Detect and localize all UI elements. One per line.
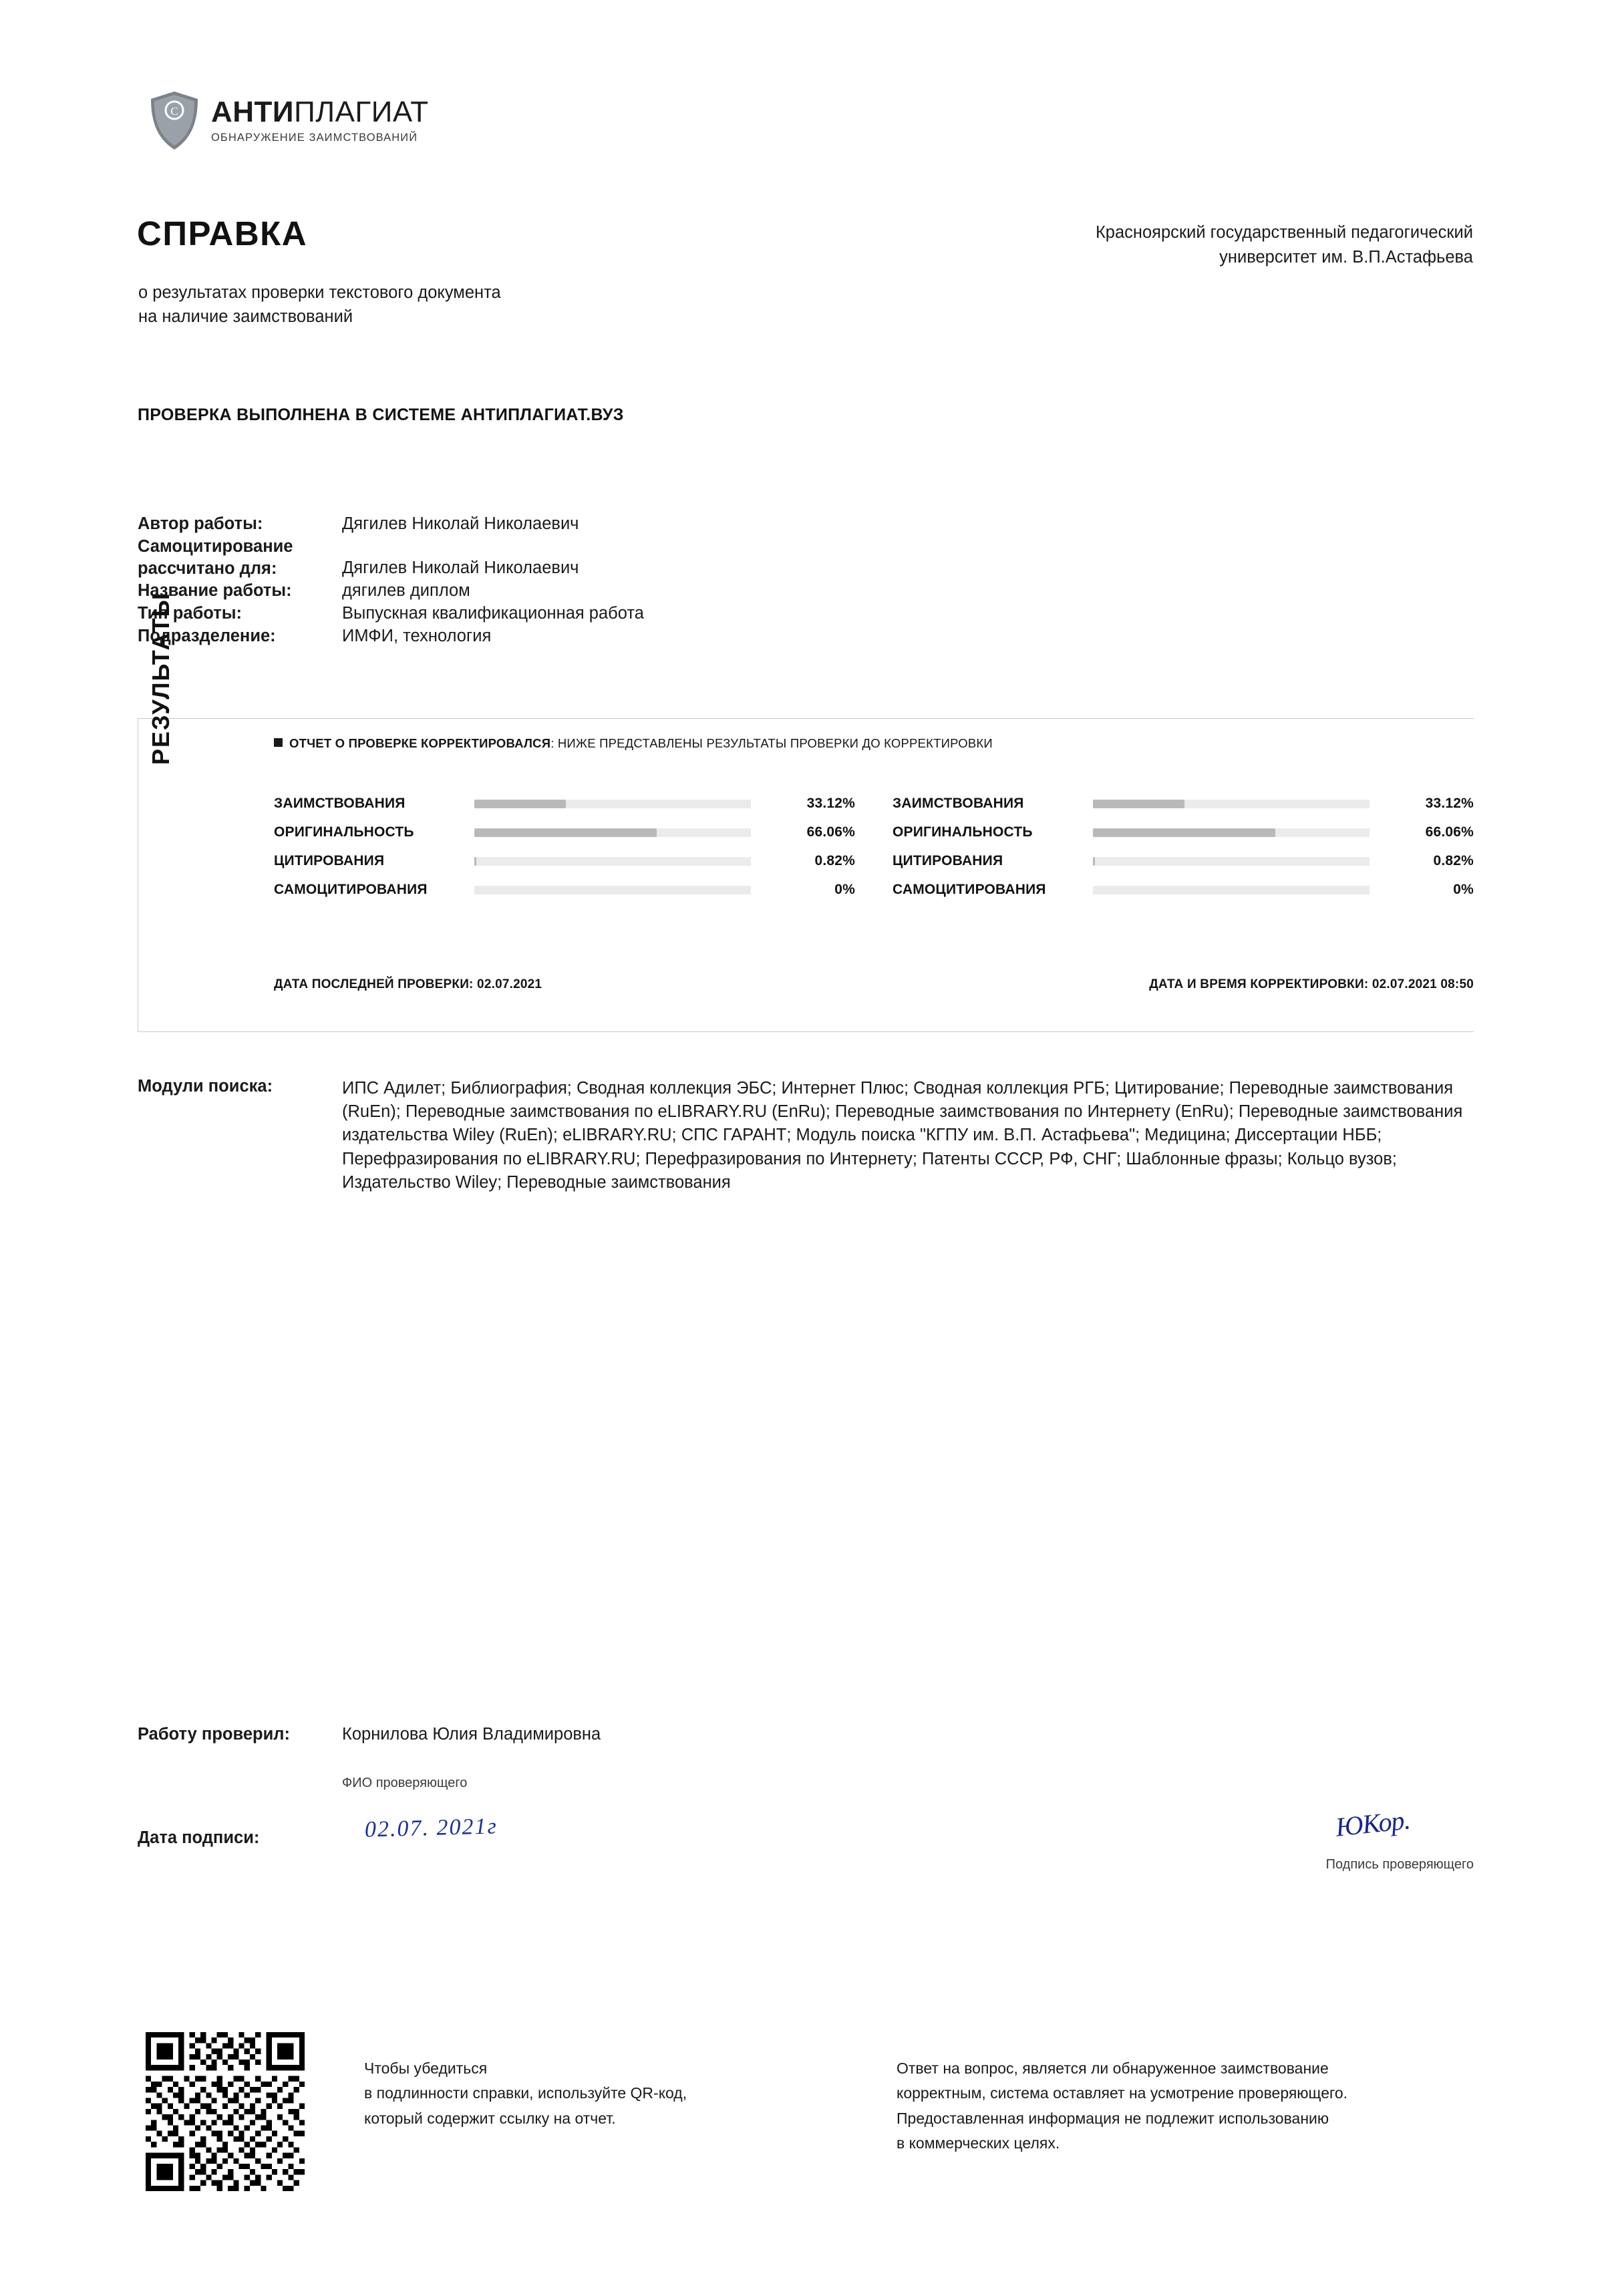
metric-bar [474, 828, 751, 837]
bullet-square-icon [274, 738, 283, 747]
metric-bar-fill [474, 800, 566, 808]
page-title: СПРАВКА [137, 214, 308, 253]
info-row [138, 625, 1140, 648]
metric-bar-fill [474, 828, 657, 837]
metric-bar [474, 886, 751, 894]
info-row [138, 536, 1140, 580]
metric-label: ОРИГИНАЛЬНОСТЬ [893, 824, 1033, 840]
info-value [342, 557, 1140, 580]
metric-value: 0% [1453, 882, 1474, 897]
logo-wordmark [211, 98, 429, 144]
metric-bar-fill [1093, 828, 1275, 837]
metric-bar [474, 857, 751, 866]
qr-instructions [364, 2056, 845, 2131]
results-section-label: РЕЗУЛЬТАТЫ [147, 592, 174, 765]
sign-date-value: 02.07. 2021г [364, 1814, 498, 1842]
metric-bar-fill [1093, 857, 1095, 866]
metric-bar [1093, 800, 1370, 808]
metric-bar-fill [1093, 800, 1184, 808]
metric-bar-fill [474, 857, 476, 866]
metric-value: 0% [834, 882, 855, 897]
page-subtitle-line-2: на наличие заимствований [138, 307, 353, 327]
logo-subtitle: ОБНАРУЖЕНИЕ ЗАИМСТВОВАНИЙ [211, 132, 418, 144]
corrected-notice [274, 736, 993, 751]
last-check-date: ДАТА ПОСЛЕДНЕЙ ПРОВЕРКИ: 02.07.2021 [274, 977, 542, 991]
info-value: дягилев диплом [342, 581, 470, 601]
info-label: Тип работы: [138, 604, 242, 623]
metric-bar [1093, 828, 1370, 837]
page-subtitle-line-1: о результатах проверки текстового документа [138, 283, 501, 302]
metric-label: ЦИТИРОВАНИЯ [893, 853, 1003, 868]
qr-instructions-line-1: Чтобы убедиться [364, 2060, 488, 2077]
checker-caption: ФИО проверяющего [342, 1776, 468, 1790]
metric-label: ЗАИМСТВОВАНИЯ [274, 796, 406, 811]
results-bottom-rule [138, 1031, 1474, 1032]
document-info [138, 513, 1140, 648]
handwritten-signature: ЮКор. [1333, 1804, 1412, 1842]
disclaimer-line-4: в коммерческих целях. [897, 2134, 1060, 2152]
qr-instructions-line-2: в подлинности справки, используйте QR-код, [364, 2084, 687, 2102]
info-row [138, 603, 1140, 625]
metric-row [893, 793, 1474, 814]
info-label [138, 536, 342, 580]
antiplagiat-logo [148, 90, 429, 152]
info-value-text: Дягилев Николай Николаевич [342, 558, 579, 578]
info-label-line-1: Самоцитирование [138, 536, 293, 556]
checker-label: Работу проверил: [138, 1725, 290, 1744]
metric-row [893, 822, 1474, 843]
metric-value: 33.12% [1425, 796, 1474, 811]
disclaimer-line-2: корректным, система оставляет на усмотрение проверяющего. [897, 2084, 1348, 2102]
search-modules-value: ИПС Адилет; Библиография; Сводная коллекция ЭБС; Интернет Плюс; Сводная коллекция РГБ; Цитирование; Переводные заимствования (RuEn); Переводные заимствования по eLIBRARY.RU (EnRu); Переводные заимствования по Интернету (EnRu); Переводные заимствования издательства Wiley (RuEn); eLIBRARY.RU; СПС ГАРАНТ; Модуль поиска "КГПУ им. В.П. Астафьева"; Медицина; Диссертации НББ; Перефразирования по eLIBRARY.RU; Перефразирования по Интернету; Патенты СССР, РФ, СНГ; Шаблонные фразы; Кольцо вузов; Издательство Wiley; Переводные заимствования [342, 1079, 1463, 1192]
signature-caption: Подпись проверяющего [1325, 1857, 1474, 1872]
logo-title [211, 98, 429, 127]
qr-instructions-line-3: который содержит ссылку на отчет. [364, 2109, 616, 2127]
info-value: ИМФИ, технология [342, 627, 492, 645]
metric-row [893, 850, 1474, 872]
metric-label: ЦИТИРОВАНИЯ [274, 853, 385, 868]
logo-title-rest: ПЛАГИАТ [294, 96, 429, 128]
search-modules-label: Модули поиска: [138, 1077, 273, 1096]
info-label: Автор работы: [138, 514, 263, 533]
metric-row [274, 850, 855, 872]
qr-code [146, 2032, 305, 2191]
metric-value: 0.82% [814, 853, 855, 868]
metric-value: 0.82% [1433, 853, 1474, 868]
sign-date-label: Дата подписи: [138, 1828, 260, 1847]
metrics-after-correction [893, 793, 1474, 908]
metric-row [893, 879, 1474, 900]
metrics-before-correction [274, 793, 855, 908]
checker-name: Корнилова Юлия Владимировна [342, 1725, 601, 1744]
disclaimer [897, 2056, 1518, 2156]
correction-datetime: ДАТА И ВРЕМЯ КОРРЕКТИРОВКИ: 02.07.2021 08:50 [1149, 977, 1474, 991]
metric-value: 33.12% [806, 796, 855, 811]
metric-row [274, 879, 855, 900]
info-value: Выпускная квалификационная работа [342, 604, 644, 623]
corrected-notice-rest: : НИЖЕ ПРЕДСТАВЛЕНЫ РЕЗУЛЬТАТЫ ПРОВЕРКИ ДО КОРРЕКТИРОВКИ [550, 736, 993, 750]
checker-row [138, 1725, 1206, 1744]
metric-value: 66.06% [806, 824, 855, 840]
info-label-line-2: рассчитано для: [138, 559, 277, 579]
corrected-notice-bold: ОТЧЕТ О ПРОВЕРКЕ КОРРЕКТИРОВАЛСЯ [289, 736, 551, 750]
metric-row [274, 822, 855, 843]
info-label: Название работы: [138, 581, 292, 601]
info-label: Подразделение: [138, 627, 276, 645]
system-notice: ПРОВЕРКА ВЫПОЛНЕНА В СИСТЕМЕ АНТИПЛАГИАТ.ВУЗ [138, 405, 624, 424]
metric-bar [1093, 857, 1370, 866]
metric-label: САМОЦИТИРОВАНИЯ [274, 882, 428, 897]
metric-label: ЗАИМСТВОВАНИЯ [893, 796, 1024, 811]
metric-label: ОРИГИНАЛЬНОСТЬ [274, 824, 414, 840]
info-row [138, 580, 1140, 603]
info-value: Дягилев Николай Николаевич [342, 514, 579, 533]
page-subtitle [138, 281, 740, 329]
info-row [138, 513, 1140, 536]
organization-name: Красноярский государственный педагогический университет им. В.П.Астафьева [1095, 223, 1473, 267]
metric-row [274, 793, 855, 814]
shield-copyright-icon [148, 90, 200, 152]
metric-value: 66.06% [1425, 824, 1474, 840]
logo-title-bold: АНТИ [211, 96, 295, 128]
metric-bar [1093, 886, 1370, 894]
results-top-rule [138, 718, 1474, 719]
disclaimer-line-3: Предоставленная информация не подлежит использованию [897, 2109, 1329, 2127]
svg-text:C: C [170, 105, 178, 118]
search-modules [138, 1077, 1474, 1194]
disclaimer-line-1: Ответ на вопрос, является ли обнаруженное заимствование [897, 2060, 1329, 2077]
metric-bar [474, 800, 751, 808]
metric-label: САМОЦИТИРОВАНИЯ [893, 882, 1046, 897]
